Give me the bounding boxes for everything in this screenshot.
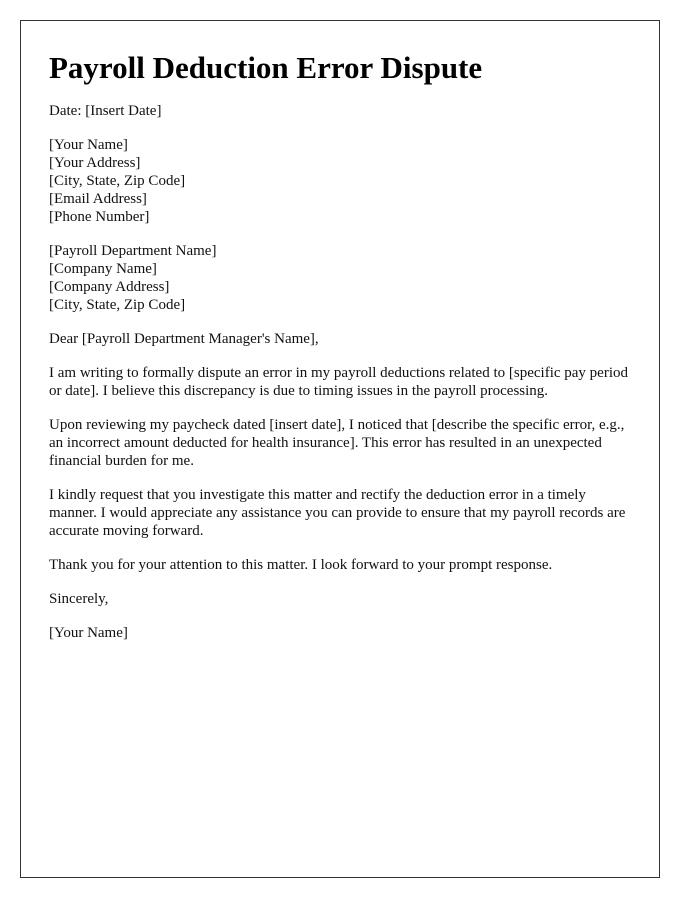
recipient-department: [Payroll Department Name] — [49, 243, 217, 259]
closing: Sincerely, — [49, 591, 109, 607]
letter-page — [20, 20, 660, 878]
letter-title: Payroll Deduction Error Dispute — [49, 50, 483, 85]
letter-content — [21, 21, 659, 642]
sender-city-state-zip: [City, State, Zip Code] — [49, 173, 186, 189]
sender-address-block — [49, 136, 631, 226]
recipient-city-state-zip: [City, State, Zip Code] — [49, 297, 186, 313]
body-paragraph-4: Thank you for your attention to this matter. I look forward to your prompt response. — [49, 557, 553, 573]
sender-phone: [Phone Number] — [49, 209, 150, 225]
body-paragraph-2: Upon reviewing my paycheck dated [insert date], I noticed that [describe the specific error, e.g., an incorrect amount deducted for health insurance]. This error has resulted in an unexpected financial burden for me. — [49, 417, 625, 469]
body-paragraph-3: I kindly request that you investigate this matter and rectify the deduction error in a timely manner. I would appreciate any assistance you can provide to ensure that my payroll records are accurate moving forward. — [49, 487, 626, 539]
recipient-company: [Company Name] — [49, 261, 157, 277]
body-paragraph-1: I am writing to formally dispute an error in my payroll deductions related to [specific pay period or date]. I believe this discrepancy is due to timing issues in the payroll processing. — [49, 365, 628, 399]
sender-address: [Your Address] — [49, 155, 141, 171]
recipient-address-block — [49, 242, 631, 314]
date-line: Date: [Insert Date] — [49, 103, 162, 119]
recipient-address: [Company Address] — [49, 279, 170, 295]
salutation: Dear [Payroll Department Manager's Name], — [49, 331, 319, 347]
signature: [Your Name] — [49, 625, 128, 641]
sender-email: [Email Address] — [49, 191, 147, 207]
sender-name: [Your Name] — [49, 137, 128, 153]
